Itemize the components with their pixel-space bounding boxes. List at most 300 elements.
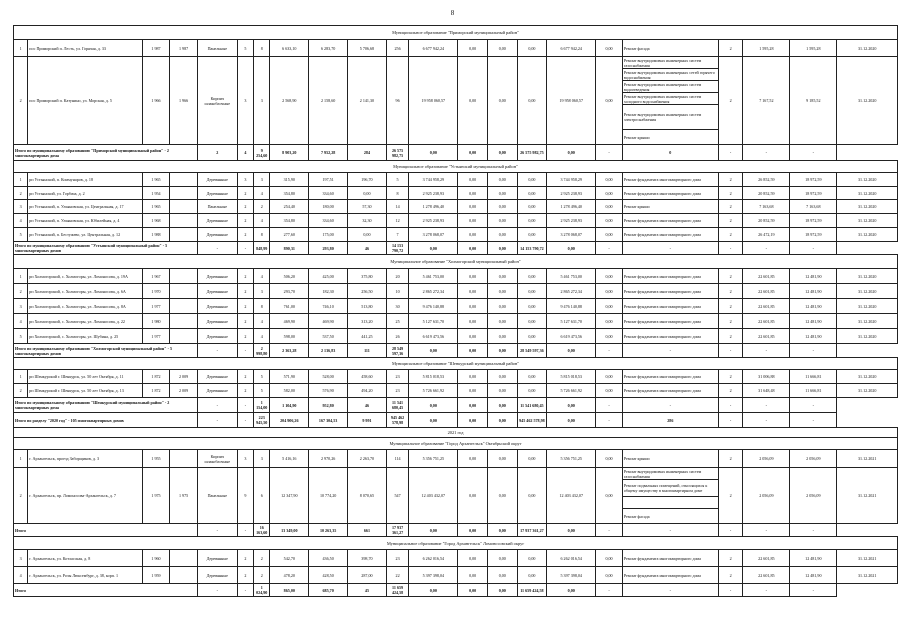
cell-num: 3 [14, 200, 28, 214]
total-label: Итого по разделу "2020 год" - 105 многоквартирных домов [14, 413, 198, 428]
cell-num: 2 [14, 468, 28, 524]
cell-owned-area: 46 [348, 398, 387, 413]
cell-local-cost: 0,00 [517, 200, 547, 214]
total-row [14, 584, 898, 597]
cell-limit-cost: 7 163,68 [790, 200, 837, 214]
cell-year-built: 1 977 [142, 329, 170, 344]
cell-local-cost: 0,00 [517, 314, 547, 329]
cell-total-area: 354,80 [270, 187, 309, 200]
cell-total-area: 315,90 [270, 173, 309, 187]
cell-residents: 7 [386, 228, 408, 242]
cell-owners-cost: 0,00 [547, 398, 596, 413]
cell-floors: - [237, 344, 253, 358]
cell-local-cost: 0,00 [517, 57, 547, 145]
cell-wall-material: Деревянные [197, 314, 237, 329]
cell-total-cost: 0,00 [409, 145, 458, 161]
cell-local-cost: 17 937 361,27 [517, 524, 547, 537]
cell-owners-cost: 1 278 496,40 [547, 200, 596, 214]
cell-fund-cost: 0,00 [458, 344, 488, 358]
cell-year-built: 1 987 [142, 40, 170, 57]
cell-regional-cost: 0,00 [487, 214, 517, 228]
cell-wall-material: - [197, 413, 237, 428]
cell-year-reconstructed: 2 009 [170, 384, 198, 398]
cell-total-area: 204 906,26 [270, 413, 309, 428]
cell-num: 2 [14, 384, 28, 398]
cell-unit-cost: 22 601,85 [743, 567, 790, 584]
cell-fund-cost: 0,00 [458, 228, 488, 242]
total-row [14, 524, 898, 537]
cell-work-type: Ремонт фундамента многоквартирного дома [622, 228, 718, 242]
cell-wall-material: Деревянные [197, 550, 237, 567]
cell-unit-cost: - [743, 584, 790, 597]
cell-fund-cost: 0,00 [458, 398, 488, 413]
cell-total-area: 8 903,20 [270, 145, 309, 161]
work-item: Ремонт внутридомовых инженерных систем газоснабжения [623, 468, 718, 480]
table-row [14, 187, 898, 200]
cell-floors: 2 [237, 329, 253, 344]
cell-total-area: 571,90 [270, 370, 309, 384]
cell-entrances: 848,99 [254, 242, 270, 255]
cell-wall-material: Деревянные [197, 173, 237, 187]
cell-other-cost: - [596, 398, 623, 413]
cell-owners-cost: 0,00 [547, 413, 596, 428]
cell-fund-cost: 0,00 [458, 524, 488, 537]
cell-num: 4 [14, 567, 28, 584]
cell-regional-cost: 0,00 [487, 242, 517, 255]
cell-residents: 96 [386, 57, 408, 145]
cell-unit-cost: - [743, 398, 790, 413]
cell-regional-cost: 0,00 [487, 284, 517, 299]
cell-total-area: 277,60 [270, 228, 309, 242]
cell-num: 4 [14, 314, 28, 329]
cell-other-cost: - [596, 413, 623, 428]
cell-work-type: Ремонт фундамента многоквартирного дома [622, 299, 718, 314]
cell-residential-area: 10 774,20 [309, 468, 348, 524]
cell-work-type: Ремонт фундамента многоквартирного дома [622, 214, 718, 228]
cell-residential-area: 175,00 [309, 228, 348, 242]
cell-residents: 25 [386, 314, 408, 329]
cell-work-type: - [622, 584, 718, 597]
cell-count: 2 [718, 173, 743, 187]
cell-fund-cost: 0,00 [458, 40, 488, 57]
cell-limit-cost: 12 481,90 [790, 314, 837, 329]
cell-fund-cost: 0,00 [458, 468, 488, 524]
cell-residential-area: 2 158,60 [309, 57, 348, 145]
cell-work-type [622, 468, 718, 524]
cell-count: 2 [718, 314, 743, 329]
cell-regional-cost: 0,00 [487, 314, 517, 329]
cell-other-cost: 0,00 [596, 214, 623, 228]
section-header-row [14, 428, 898, 438]
section-header-row [14, 438, 898, 450]
cell-regional-cost: 0,00 [487, 187, 517, 200]
cell-regional-cost: 0,00 [487, 329, 517, 344]
cell-wall-material: 2 [197, 145, 237, 161]
cell-local-cost: 0,00 [517, 550, 547, 567]
cell-total-area: 890,31 [270, 242, 309, 255]
cell-fund-cost: 0,00 [458, 242, 488, 255]
cell-wall-material: - [197, 344, 237, 358]
cell-count: 2 [718, 200, 743, 214]
cell-floors: - [237, 413, 253, 428]
cell-total-area: 13 349,00 [270, 524, 309, 537]
cell-entrances: 2 [254, 550, 270, 567]
cell-limit-cost: - [790, 413, 837, 428]
cell-other-cost: 0,00 [596, 314, 623, 329]
cell-work-type: Ремонт фасада [622, 40, 718, 57]
cell-regional-cost: 0,00 [487, 584, 517, 597]
cell-year-built: 1 965 [142, 200, 170, 214]
cell-regional-cost: 0,00 [487, 550, 517, 567]
cell-wall-material: Панельные [197, 468, 237, 524]
section-title: Муниципальное образование "Устьянский муниципальный район" [14, 161, 898, 173]
cell-entrances: 5 [254, 384, 270, 398]
cell-local-cost: 0,00 [517, 187, 547, 200]
table-row [14, 468, 898, 524]
cell-owned-area: 57,30 [348, 200, 387, 214]
section-header-row [14, 537, 898, 550]
cell-limit-cost: 12 481,90 [790, 550, 837, 567]
work-item: Ремонт внутридомовых инженерных систем газоснабжения [623, 57, 718, 69]
cell-limit-cost: - [790, 584, 837, 597]
cell-regional-cost: 0,00 [487, 228, 517, 242]
cell-local-cost: 0,00 [517, 384, 547, 398]
cell-unit-cost: 7 163,68 [743, 200, 790, 214]
table-row [14, 40, 898, 57]
cell-regional-cost: 0,00 [487, 299, 517, 314]
table-row [14, 450, 898, 468]
cell-residents: 114 [386, 450, 408, 468]
cell-limit-cost: 9 185,52 [790, 57, 837, 145]
cell-num: 1 [14, 40, 28, 57]
cell-owners-cost: 5 815 018,53 [547, 370, 596, 384]
cell-year-built: 1 980 [142, 314, 170, 329]
cell-fund-cost: 0,00 [458, 187, 488, 200]
cell-residential-area: 2 970,26 [309, 450, 348, 468]
cell-local-cost: 0,00 [517, 228, 547, 242]
cell-entrances: 3 [254, 450, 270, 468]
cell-regional-cost: 0,00 [487, 344, 517, 358]
cell-owned-area: 46 [348, 242, 387, 255]
cell-total-area: 254,40 [270, 200, 309, 214]
section-header-row [14, 26, 898, 40]
cell-total-cost: 12 403 432,07 [409, 468, 458, 524]
cell-limit-cost: 11 666,81 [790, 384, 837, 398]
cell-work-type: Ремонт фундамента многоквартирного дома [622, 269, 718, 284]
cell-wall-material: - [197, 524, 237, 537]
cell-wall-material: Панельные [197, 40, 237, 57]
cell-residents: 256 [386, 40, 408, 57]
cell-deadline: 31.12.2020 [837, 40, 898, 57]
cell-local-cost: 26 575 982,75 [517, 145, 547, 161]
cell-total-area: 582,00 [270, 384, 309, 398]
cell-unit-cost: 22 601,85 [743, 550, 790, 567]
cell-count: - [718, 524, 743, 537]
cell-residential-area: 10 263,35 [309, 524, 348, 537]
cell-limit-cost: 1 595,28 [790, 40, 837, 57]
cell-floors: 4 [237, 145, 253, 161]
cell-entrances: 1 154,00 [254, 398, 270, 413]
cell-residents: 22 [386, 567, 408, 584]
table-row [14, 200, 898, 214]
cell-deadline: 31.12.2020 [837, 228, 898, 242]
cell-year-reconstructed [170, 299, 198, 314]
cell-floors: - [237, 524, 253, 537]
cell-other-cost: - [596, 524, 623, 537]
cell-address: рп Шенкурский г. Шенкурск, ул. 50 лет Октября, д. 11 [28, 370, 142, 384]
cell-deadline: 31.12.2020 [837, 200, 898, 214]
cell-total-area: 506,20 [270, 269, 309, 284]
cell-fund-cost: 0,00 [458, 413, 488, 428]
cell-entrances: 8 [254, 40, 270, 57]
cell-local-cost: 14 153 790,72 [517, 242, 547, 255]
cell-wall-material: - [197, 242, 237, 255]
cell-work-type: Ремонт фундамента многоквартирного дома [622, 314, 718, 329]
cell-regional-cost: 0,00 [487, 398, 517, 413]
cell-count: 2 [718, 214, 743, 228]
cell-owners-cost: 5 726 661,92 [547, 384, 596, 398]
cell-owned-area: 375,80 [348, 269, 387, 284]
section-title: Муниципальное образование "Шенкурский муниципальный район" [14, 358, 898, 370]
cell-other-cost: - [596, 584, 623, 597]
cell-count: 2 [718, 299, 743, 314]
cell-deadline: 31.12.2021 [837, 550, 898, 567]
cell-total-cost: 6 262 016,54 [409, 550, 458, 567]
cell-fund-cost: 0,00 [458, 314, 488, 329]
cell-owned-area: 458,60 [348, 370, 387, 384]
total-label: Итого [14, 524, 198, 537]
cell-fund-cost: 0,00 [458, 284, 488, 299]
table-row [14, 299, 898, 314]
cell-total-cost: 5 127 631,70 [409, 314, 458, 329]
cell-total-cost: 6 677 942,24 [409, 40, 458, 57]
cell-local-cost: 945 462 578,98 [517, 413, 547, 428]
cell-total-cost: 0,00 [409, 344, 458, 358]
cell-unit-cost: 22 601,85 [743, 284, 790, 299]
cell-residents: 10 [386, 284, 408, 299]
cell-address: рп Шенкурский г. Шенкурск, ул. 50 лет Октября, д. 13 [28, 384, 142, 398]
cell-residential-area: 469,90 [309, 314, 348, 329]
cell-year-built: 1 872 [142, 370, 170, 384]
cell-regional-cost: 0,00 [487, 370, 517, 384]
total-label: Итого по муниципальному образованию "Устьянский муниципальный район" - 5 многоквартирных домов [14, 242, 198, 255]
cell-address: рп Устьянский, ул. Горбача, д. 2 [28, 187, 142, 200]
cell-work-type: 0 [622, 145, 718, 161]
cell-total-cost: 0,00 [409, 413, 458, 428]
cell-total-area: 1 104,90 [270, 398, 309, 413]
cell-work-type: Ремонт фундамента многоквартирного дома [622, 329, 718, 344]
cell-other-cost: 0,00 [596, 299, 623, 314]
cell-owned-area: 9 991 [348, 413, 387, 428]
cell-owners-cost: 0,00 [547, 145, 596, 161]
cell-residential-area: 537,50 [309, 329, 348, 344]
cell-deadline: 31.12.2020 [837, 370, 898, 384]
cell-owners-cost: 0,00 [547, 242, 596, 255]
cell-entrances: 6 [254, 468, 270, 524]
cell-residential-area: 576,90 [309, 384, 348, 398]
cell-owners-cost: 0,00 [547, 584, 596, 597]
cell-residential-area: 952,80 [309, 398, 348, 413]
cell-total-area: 6 633,10 [270, 40, 309, 57]
cell-year-reconstructed [170, 214, 198, 228]
cell-unit-cost: 2 056,09 [743, 468, 790, 524]
cell-wall-material: Деревянные [197, 187, 237, 200]
section-title: Муниципальное образование "Холмогорский муниципальный район" [14, 255, 898, 269]
cell-residents: 17 937 361,27 [386, 524, 408, 537]
cell-owned-area: 45 [348, 584, 387, 597]
cell-year-reconstructed [170, 567, 198, 584]
cell-num: 1 [14, 173, 28, 187]
cell-wall-material: Деревянные [197, 299, 237, 314]
cell-owned-area: 513,80 [348, 299, 387, 314]
cell-floors: 2 [237, 370, 253, 384]
total-row [14, 398, 898, 413]
cell-local-cost: 0,00 [517, 567, 547, 584]
cell-count: 2 [718, 269, 743, 284]
cell-num: 2 [14, 57, 28, 145]
cell-work-type: Ремонт крыши [622, 450, 718, 468]
cell-limit-cost: 12 481,90 [790, 567, 837, 584]
cell-work-type: - [622, 398, 718, 413]
cell-floors: 2 [237, 269, 253, 284]
cell-residential-area: 167 304,53 [309, 413, 348, 428]
cell-floors: 2 [237, 187, 253, 200]
cell-other-cost: - [596, 242, 623, 255]
cell-count: 2 [718, 450, 743, 468]
cell-year-built: 1 954 [142, 187, 170, 200]
cell-limit-cost: 12 481,90 [790, 284, 837, 299]
cell-total-area: 293,70 [270, 284, 309, 299]
cell-num: 1 [14, 450, 28, 468]
repair-program-table [13, 25, 898, 597]
cell-unit-cost: 22 601,85 [743, 329, 790, 344]
cell-total-area: 12 347,90 [270, 468, 309, 524]
cell-unit-cost: 1 595,28 [743, 40, 790, 57]
cell-residents: 547 [386, 468, 408, 524]
cell-fund-cost: 0,00 [458, 584, 488, 597]
cell-regional-cost: 0,00 [487, 269, 517, 284]
cell-count: 2 [718, 40, 743, 57]
cell-year-built: 1 965 [142, 173, 170, 187]
cell-residential-area: 334,60 [309, 214, 348, 228]
cell-total-cost: 2 865 272,34 [409, 284, 458, 299]
cell-total-cost: 2 925 238,93 [409, 187, 458, 200]
cell-residential-area: 685,70 [309, 584, 348, 597]
cell-address: рп Холмогорский, с. Холмогоры, ул. Ломоносова, д. 19А [28, 269, 142, 284]
cell-owners-cost: 9 476 140,88 [547, 299, 596, 314]
cell-unit-cost: 7 167,52 [743, 57, 790, 145]
cell-year-built: 1 959 [142, 567, 170, 584]
cell-owned-area: 32,30 [348, 214, 387, 228]
cell-entrances: 8 [254, 228, 270, 242]
cell-total-cost: 0,00 [409, 242, 458, 255]
cell-owners-cost: 5 356 751,25 [547, 450, 596, 468]
cell-owners-cost: 3 278 068,07 [547, 228, 596, 242]
table-row [14, 329, 898, 344]
cell-deadline: 31.12.2020 [837, 299, 898, 314]
table-row [14, 550, 898, 567]
cell-floors: - [237, 398, 253, 413]
cell-limit-cost: 11 666,81 [790, 370, 837, 384]
cell-total-cost: 5 397 398,04 [409, 567, 458, 584]
section-header-row [14, 255, 898, 269]
cell-year-built: 1 970 [142, 284, 170, 299]
cell-address: г. Архангельск, ул. Розы Люксембург, д. 38, корп. 1 [28, 567, 142, 584]
cell-unit-cost: 22 601,85 [743, 314, 790, 329]
cell-deadline: 31.12.2020 [837, 269, 898, 284]
cell-wall-material: Кирпич шлакоблочные [197, 450, 237, 468]
cell-wall-material: - [197, 398, 237, 413]
cell-wall-material: Деревянные [197, 228, 237, 242]
total-row [14, 145, 898, 161]
cell-regional-cost: 0,00 [487, 450, 517, 468]
cell-unit-cost: 20 852,59 [743, 187, 790, 200]
cell-owners-cost: 6 677 942,24 [547, 40, 596, 57]
cell-deadline: 31.12.2020 [837, 57, 898, 145]
table-row [14, 384, 898, 398]
cell-address: рп Холмогорский, с. Холмогоры, ул. Ломоносова, д. 8А [28, 299, 142, 314]
total-label: Итого по муниципальному образованию "Приморский муниципальный район" - 2 многоквартирных дома [14, 145, 198, 161]
total-label: Итого [14, 584, 198, 597]
cell-entrances: 1 024,90 [254, 584, 270, 597]
cell-residential-area: 197,51 [309, 173, 348, 187]
cell-total-cost: 0,00 [409, 524, 458, 537]
table-row [14, 57, 898, 145]
cell-count: 2 [718, 228, 743, 242]
cell-other-cost: 0,00 [596, 269, 623, 284]
cell-wall-material: Деревянные [197, 329, 237, 344]
cell-residents: 26 575 982,75 [386, 145, 408, 161]
cell-fund-cost: 0,00 [458, 269, 488, 284]
cell-owned-area: 494,20 [348, 384, 387, 398]
cell-unit-cost: 2 056,09 [743, 450, 790, 468]
cell-regional-cost: 0,00 [487, 40, 517, 57]
cell-floors: 2 [237, 200, 253, 214]
cell-residents: 20 [386, 269, 408, 284]
cell-floors: 2 [237, 299, 253, 314]
cell-regional-cost: 0,00 [487, 468, 517, 524]
cell-work-type: 286 [622, 413, 718, 428]
cell-wall-material: Кирпич шлакоблочные [197, 57, 237, 145]
cell-entrances: 2 [254, 200, 270, 214]
cell-owners-cost: 0,00 [547, 524, 596, 537]
cell-residents: 945 462 578,98 [386, 413, 408, 428]
cell-deadline: 31.12.2021 [837, 468, 898, 524]
cell-owned-area: 5 706,68 [348, 40, 387, 57]
cell-total-area: 5 416,16 [270, 450, 309, 468]
table-row [14, 284, 898, 299]
total-label: Итого по муниципальному образованию "Холмогорский муниципальный район" - 5 многоквартирных домов [14, 344, 198, 358]
cell-address: пос Приморский п. Лесть, ул. Горячая, д. 33 [28, 40, 142, 57]
cell-year-reconstructed [170, 284, 198, 299]
cell-count: 2 [718, 468, 743, 524]
cell-owned-area: 287,00 [348, 567, 387, 584]
cell-entrances: 3 [254, 173, 270, 187]
cell-owned-area: 284 [348, 145, 387, 161]
cell-limit-cost: 18 972,59 [790, 173, 837, 187]
cell-residents: 23 [386, 370, 408, 384]
cell-owners-cost: 19 958 060,57 [547, 57, 596, 145]
total-label: Итого по муниципальному образованию "Шенкурский муниципальный район" - 2 многоквартирных дома [14, 398, 198, 413]
cell-address: рп Устьянский, п. Ульяновская, ул. Юбилейная, д. 4 [28, 214, 142, 228]
cell-residential-area: 293,80 [309, 242, 348, 255]
cell-num: 3 [14, 299, 28, 314]
cell-total-area: 469,90 [270, 314, 309, 329]
section-title: 2021 год [14, 428, 898, 438]
cell-wall-material: Деревянные [197, 384, 237, 398]
cell-local-cost: 11 659 424,58 [517, 584, 547, 597]
cell-other-cost: 0,00 [596, 228, 623, 242]
